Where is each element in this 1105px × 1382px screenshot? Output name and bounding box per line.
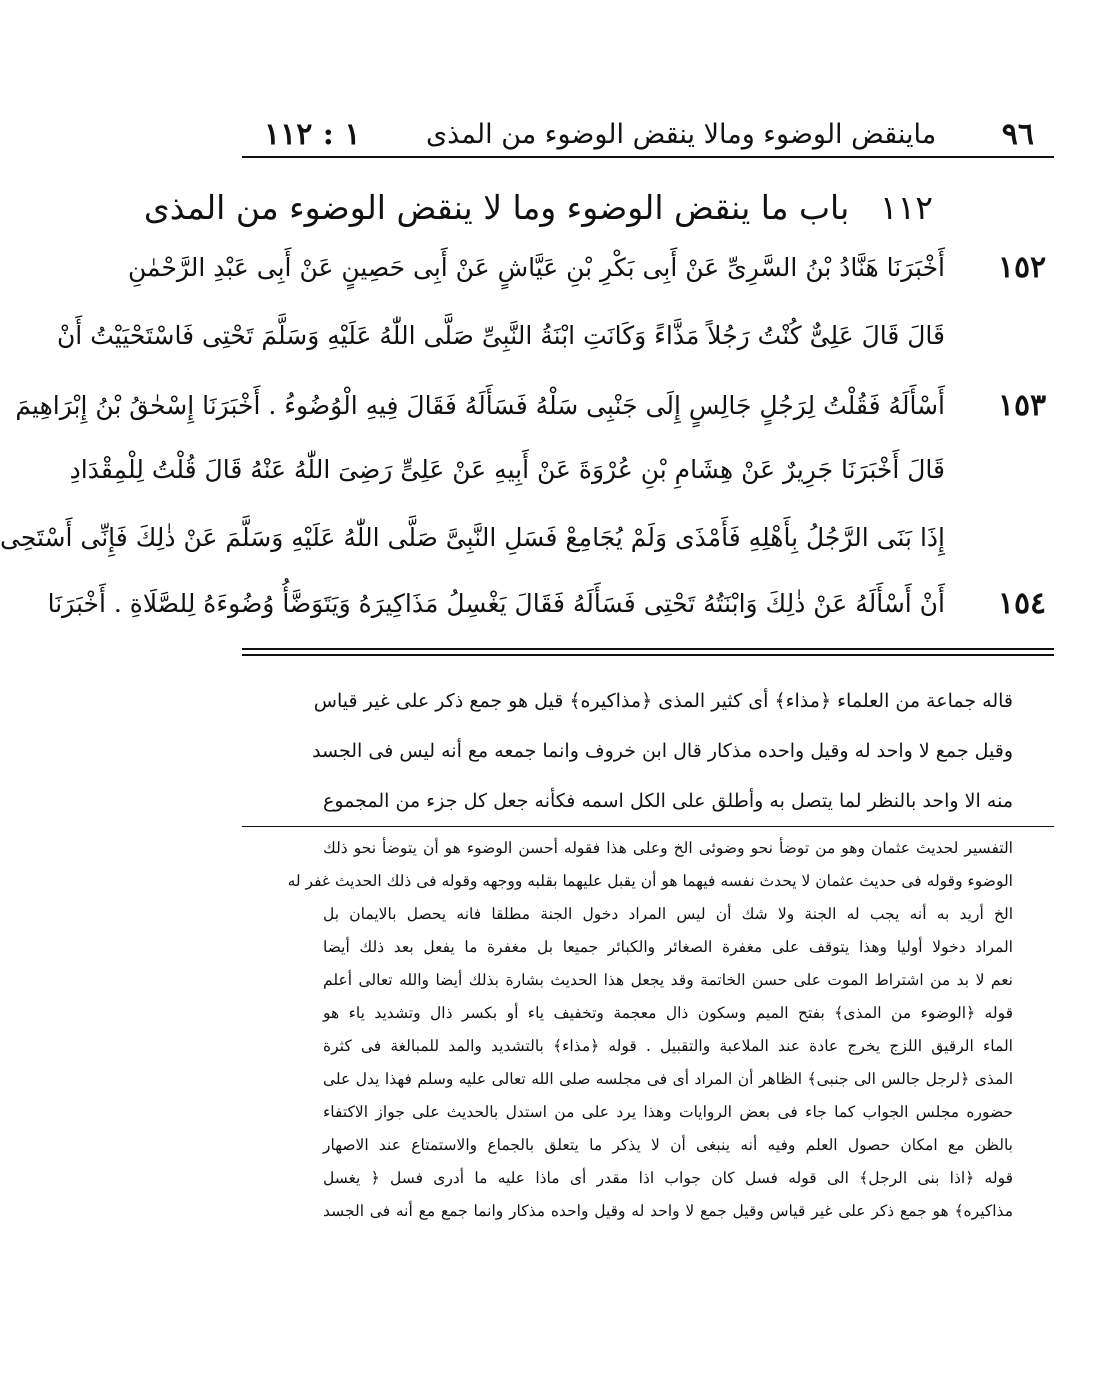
chapter-title: باب ما ينقض الوضوء وما لا ينقض الوضوء من المذى	[143, 188, 850, 227]
hadith-number: ١٥٣	[997, 388, 1047, 423]
text-line	[127, 238, 1105, 298]
commentary-line: الماء الرقيق اللزج يخرج عادة عند الملاعبة والتقبيل . قوله ﴿مذاء﴾ بالتشديد والمد للمبالغة فى كثرة	[323, 1037, 1013, 1055]
text-line	[0, 508, 1105, 568]
line-text: قَالَ أَخْبَرَنَا جَرِيرٌ عَنْ هِشَامِ بْنِ عُرْوَةَ عَنْ أَبِيهِ عَنْ عَلِىٍّ رَضِىَ اللّٰهُ عَنْهُ قَالَ قُلْتُ لِلْمِقْدَادِ	[69, 455, 945, 484]
line-text: قَالَ قَالَ عَلِىٌّ كُنْتُ رَجُلاً مَذَّاءً وَكَانَتِ ابْنَةُ النَّبِىِّ صَلَّى اللّٰهُ عَلَيْهِ وَسَلَّمَ تَحْتِى فَاسْتَحْيَيْتُ أَنْ	[56, 321, 945, 350]
page-number: ٩٦	[1001, 116, 1034, 152]
text-line	[69, 440, 1105, 500]
commentary-block-1	[312, 676, 1013, 826]
commentary-line: الوضوء وقوله فى حديث عثمان لا يحدث نفسه فيهما هو أن يقبل عليهما بقلبه ووجهه وقوله فى ذلك الحديث غفر له	[287, 872, 1013, 890]
commentary-block-2	[287, 832, 1013, 1228]
line-text: أَخْبَرَنَا هَنَّادُ بْنُ السَّرِىِّ عَنْ أَبِى بَكْرِ بْنِ عَيَّاشٍ عَنْ أَبِى حَصِينٍ عَنْ أَبِى عَبْدِ الرَّحْمٰنِ	[127, 253, 945, 282]
commentary-line: منه الا واحد بالنظر لما يتصل به وأطلق على الكل اسمه فكأنه جعل كل جزء من المجموع	[323, 790, 1013, 812]
hadith-number: ١٥٢	[997, 250, 1047, 285]
commentary-line: نعم لا بد من اشتراط الموت على حسن الخاتمة وقد يجعل هذا الحديث بشارة بذلك أيضا والله تعالى أعلم	[323, 971, 1013, 989]
running-header	[242, 112, 1054, 158]
commentary-line: حضوره مجلس الجواب كما جاء فى بعض الروايات وهذا يرد على من استدل بالحديث على جواز الاكتفاء	[323, 1103, 1013, 1121]
commentary-line: المراد دخولا أوليا وهذا يتوقف على مغفرة الصغائر والكبائر جميعا بل مغفرة ما يفعل بعد ذلك أيضا	[323, 938, 1013, 956]
commentary-line: وقيل جمع لا واحد له وقيل واحده مذكار قال ابن خروف وانما جمعه مع أنه ليس فى الجسد	[312, 740, 1013, 762]
divider-rule	[242, 654, 1054, 656]
divider-rule	[242, 826, 1054, 827]
commentary-line: قوله ﴿الوضوء من المذى﴾ بفتح الميم وسكون ذال معجمة وتخفيف ياء أو بكسر ذال وتشديد ياء هو	[323, 1004, 1013, 1022]
commentary-line: قاله جماعة من العلماء ﴿مذاء﴾ أى كثير المذى ﴿مذاكيره﴾ قيل هو جمع ذكر على غير قياس	[313, 690, 1013, 712]
text-line	[47, 574, 1105, 634]
commentary-line: قوله ﴿اذا بنى الرجل﴾ الى قوله فسل كان جواب اذا مقدر أى ماذا عليه ما أدرى فسل ﴿ يغسل	[323, 1169, 1013, 1187]
chapter-heading	[143, 188, 933, 227]
line-text: أَنْ أَسْأَلَهُ عَنْ ذٰلِكَ وَابْنَتُهُ تَحْتِى فَسَأَلَهُ فَقَالَ يَغْسِلُ مَذَاكِيرَهُ وَيَتَوَضَّأُ وُضُوءَهُ لِلصَّلَاةِ . أَخْبَرَنَا	[47, 589, 945, 618]
chapter-reference: ١ : ١١٢	[264, 116, 361, 152]
divider-rule	[242, 648, 1054, 650]
line-text: أَسْأَلَهُ فَقُلْتُ لِرَجُلٍ جَالِسٍ إِلَى جَنْبِى سَلْهُ فَسَأَلَهُ فَقَالَ فِيهِ الْوُضُوءُ . أَخْبَرَنَا إِسْحٰقُ بْنُ إِبْرَاهِيمَ	[15, 391, 945, 420]
chapter-number: ١١٢	[879, 188, 933, 227]
commentary-line: مذاكيره﴾ هو جمع ذكر على غير قياس وقيل جمع لا واحد له وقيل واحده مذكار وانما جمع مع أنه فى الجسد	[323, 1202, 1013, 1220]
commentary-line: الخ أريد به أنه يجب له الجنة ولا شك أن ليس المراد دخول الجنة مطلقا فانه يحصل بالايمان بل	[323, 905, 1013, 923]
hadith-number: ١٥٤	[997, 586, 1047, 621]
running-title: ماينقض الوضوء ومالا ينقض الوضوء من المذى	[425, 118, 937, 150]
commentary-line: المذى ﴿لرجل جالس الى جنبى﴾ الظاهر أن المراد أى فى مجلسه صلى الله تعالى عليه وسلم فهذا يدل على	[323, 1070, 1013, 1088]
text-line	[56, 306, 1105, 366]
commentary-line: بالظن مع امكان حصول العلم وفيه أنه ينبغى أن لا يذكر ما يتعلق بالجماع والاستمتاع عند الاصهار	[323, 1136, 1013, 1154]
line-text: إِذَا بَنَى الرَّجُلُ بِأَهْلِهِ فَأَمْذَى وَلَمْ يُجَامِعْ فَسَلِ النَّبِىَّ صَلَّى اللّٰهُ عَلَيْهِ وَسَلَّمَ عَنْ ذٰلِكَ فَإِنِّى أَسْتَحِى	[0, 523, 945, 552]
text-line	[15, 376, 1105, 436]
commentary-line: التفسير لحديث عثمان وهو من توضأ نحو وضوئى الخ وعلى هذا فقوله أحسن الوضوء هو أن يتوضأ نحو ذلك	[323, 839, 1013, 857]
